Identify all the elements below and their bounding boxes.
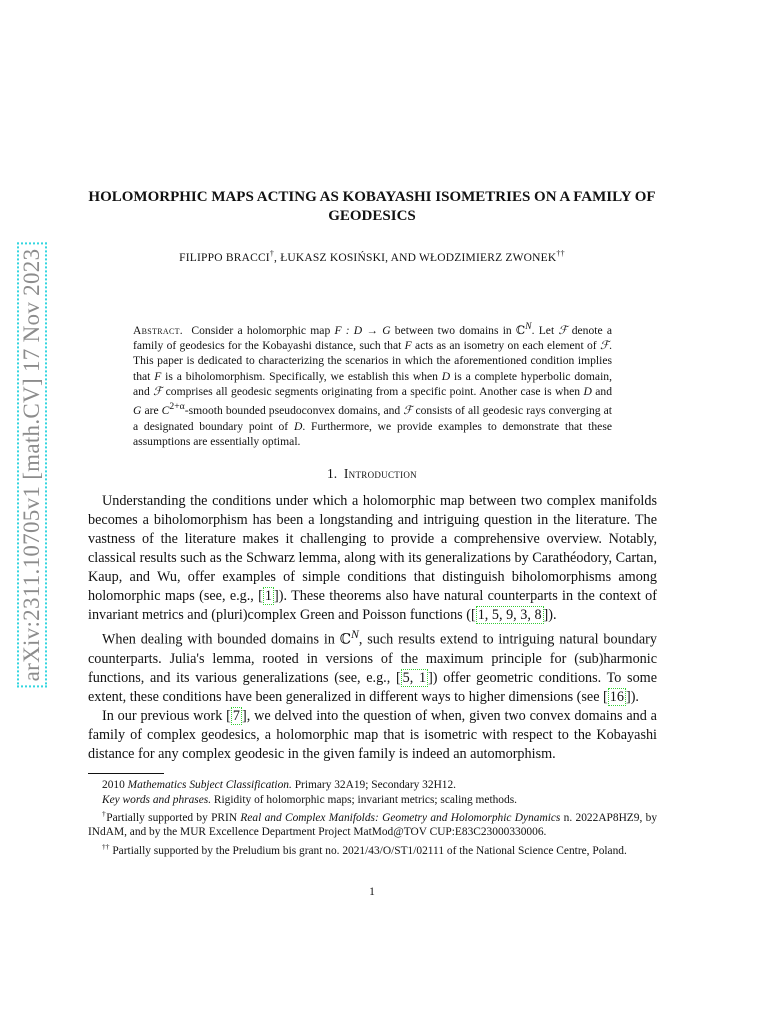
abstract: Abstract. Consider a holomorphic map F : D → G between two domains in ℂ$^N$. Let ℱ denote a family of geodesics for the Kobayashi distance, such that F acts as an isometry on each element of ℱ. This paper is dedicated to characterizing the scenarios in which the aforementioned condition implies that F is a biholomorphism. Specifically, we establish this when D is a complete hyperbolic domain, and ℱ comprises all geodesic segments originating from a specific point. Another case is when D and G are $C^{2+\alpha}$-smooth bounded pseudoconvex domains, and ℱ consists of all geodesic rays converging at a designated boundary point of D. Furthermore, we provide examples to demonstrate that these assumptions are essentially optimal. [133,321,613,448]
footnote: Key words and phrases. Rigidity of holomorphic maps; invariant metrics; scaling methods. [102,793,517,806]
abstract-label: Abstract. [133,323,183,337]
body-paragraph: When dealing with bounded domains in ℂ$^N$, such results extend to intriguing natural boundary counterparts. Julia's lemma, rooted in versions of the maximum principle for (sub)harmonic functions, and its various generalizations (see, e.g., [ 5, 1 ]) offer geometric conditions. To some extent, these conditions have been generalized in different ways to higher dimensions (see [ 16 ]). [88,627,657,705]
footnote: †Partially supported by PRIN Real and Complex Manifolds: Geometry and Holomorphic Dynamics n. 2022AP8HZ9, by INdAM, and by the MUR Excellence Department Project MatMod@TOV CUP:E83C23000330006. [88,809,658,839]
footnotes [88,778,657,858]
body-paragraph: In our previous work [ 7 ], we delved into the question of when, given two convex domains and a family of complex geodesics, a holomorphic map that is isometric with respect to the Kobayashi distance for any complex geodesic in the given family is indeed an automorphism. [88,707,657,762]
body-text [88,492,657,764]
citation-link[interactable]: 7 [232,707,240,724]
citation-link[interactable]: 1, 5, 9, 3, 8 [477,607,542,623]
body-paragraph: Understanding the conditions under which a holomorphic map between two complex manifolds becomes a biholomorphism has been a longstanding and intriguing question in the literature. The vastness of the literature makes it challenging to provide a comprehensive overview. Notably, classical results such as the Schwarz lemma, along with its generalizations by Carathéodory, Cartan, Kaup, and Wu, offer examples of simple conditions that distinguish biholomorphisms among holomorphic maps (see, e.g., [ 1 ]). These theorems also have natural counterparts in the context of invariant metrics and (pluri)complex Green and Poisson functions ([ 1, 5, 9, 3, 8 ]). [88,493,657,623]
section-heading: 1. Introduction [327,466,417,481]
footnote: 2010 Mathematics Subject Classification. Primary 32A19; Secondary 32H12. [102,779,457,791]
citation-link[interactable]: 5, 1 [402,669,427,686]
page-number: 1 [369,886,375,898]
citation-link[interactable]: 1 [264,588,272,604]
footnote: †† Partially supported by the Preludium bis grant no. 2021/43/O/ST1/02111 of the National Science Centre, Poland. [102,841,627,857]
arxiv-identifier-text: arXiv:2311.10705v1 [math.CV] 17 Nov 2023 [17,243,47,688]
paper-title: HOLOMORPHIC MAPS ACTING AS KOBAYASHI ISOMETRIES ON A FAMILY OF GEODESICS [88,189,656,224]
footnote-rule [88,773,164,774]
arxiv-identifier [12,215,52,715]
citation-link[interactable]: 16 [609,688,624,705]
author-list: FILIPPO BRACCI†, ŁUKASZ KOSIŃSKI, AND WŁODZIMIERZ ZWONEK†† [179,249,565,264]
